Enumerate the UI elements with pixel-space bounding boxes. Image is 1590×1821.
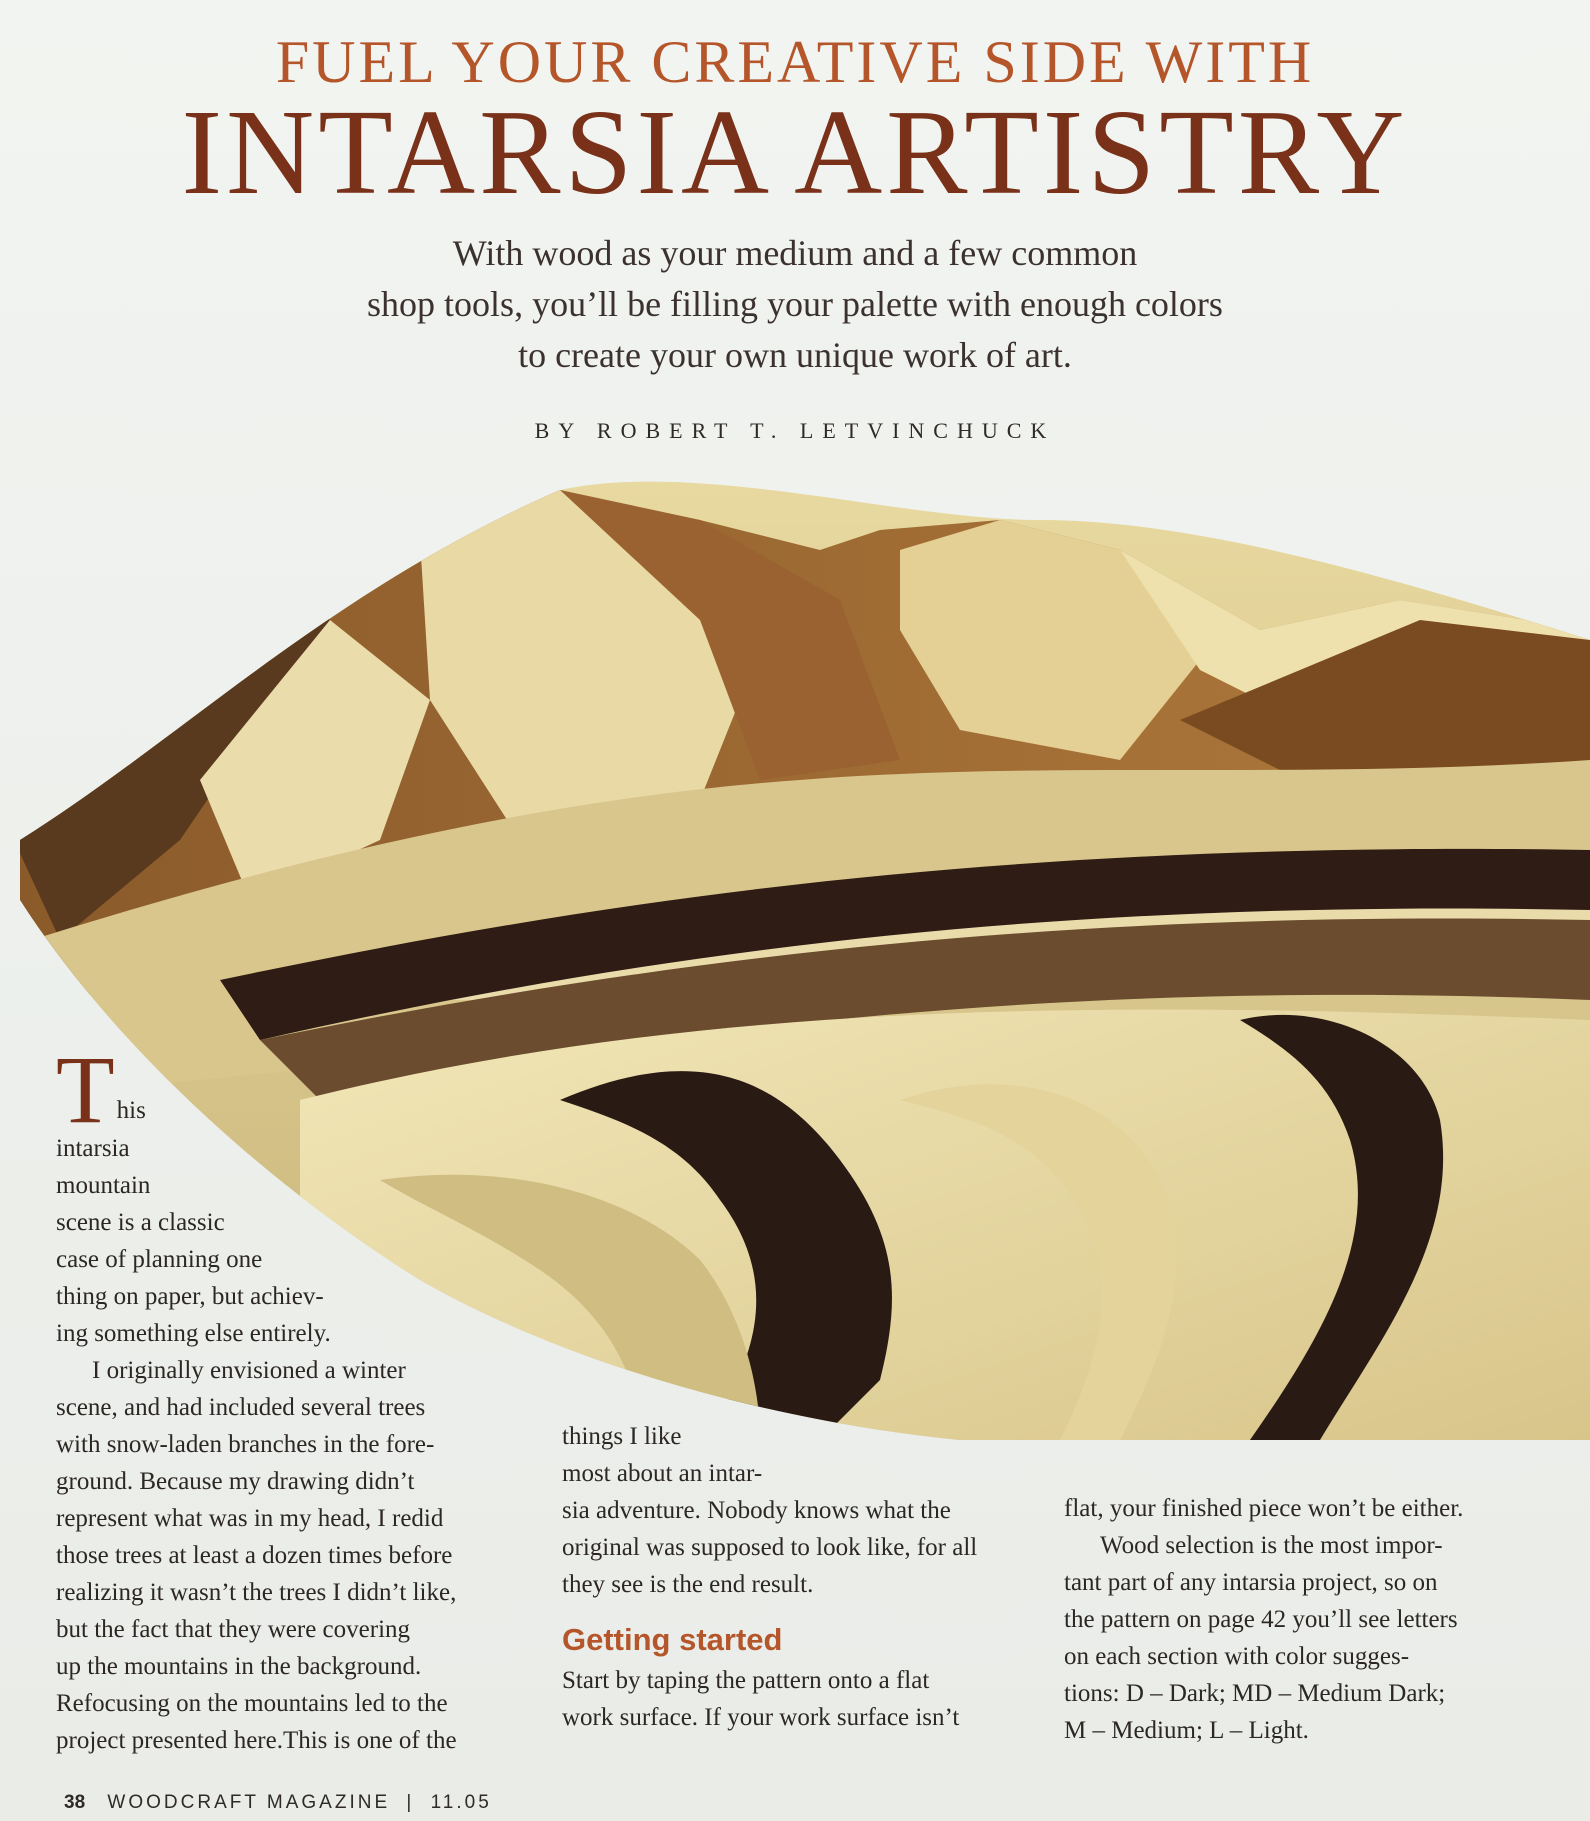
body-paragraph <box>56 1352 536 1759</box>
footer-separator: | <box>406 1792 415 1813</box>
text-line: sia adventure. Nobody knows what the <box>562 1497 951 1524</box>
deck-line: to create your own unique work of art. <box>518 335 1072 375</box>
byline: BY ROBERT T. LETVINCHUCK <box>534 418 1056 443</box>
section-heading: Getting started <box>562 1622 783 1657</box>
text-line: work surface. If your work surface isn’t <box>562 1704 960 1731</box>
page-number: 38 <box>64 1792 86 1813</box>
text-line: scene, and had included several trees <box>56 1394 426 1421</box>
text-line: represent what was in my head, I redid <box>56 1505 444 1532</box>
text-line: flat, your finished piece won’t be either. <box>1064 1495 1464 1522</box>
text-line: his <box>116 1097 146 1124</box>
text-line: but the fact that they were covering <box>56 1616 411 1643</box>
text-line: realizing it wasn’t the trees I didn’t like, <box>56 1579 457 1606</box>
text-line: scene is a classic <box>56 1209 225 1236</box>
text-line: they see is the end result. <box>562 1571 814 1598</box>
text-line: intarsia <box>56 1135 130 1162</box>
text-line: up the mountains in the background. <box>56 1653 422 1680</box>
text-line: Refocusing on the mountains led to the <box>56 1690 448 1717</box>
text-line: most about an intar- <box>562 1460 763 1487</box>
deck-line: With wood as your medium and a few common <box>452 233 1138 273</box>
headline-title: INTARSIA ARTISTRY <box>181 85 1409 220</box>
text-line: I originally envisioned a winter <box>92 1357 406 1384</box>
column-2 <box>562 1418 1052 1736</box>
publication-name: WOODCRAFT MAGAZINE <box>107 1792 391 1813</box>
column-3 <box>1064 1490 1564 1749</box>
body-paragraph <box>562 1418 1052 1603</box>
text-line: ing something else entirely. <box>56 1320 331 1347</box>
text-line: things I like <box>562 1423 682 1450</box>
text-line: mountain <box>56 1172 151 1199</box>
page-footer <box>64 1792 492 1814</box>
text-line: the pattern on page 42 you’ll see letters <box>1064 1606 1458 1633</box>
text-line: original was supposed to look like, for all <box>562 1534 978 1561</box>
text-line: on each section with color sugges- <box>1064 1643 1410 1670</box>
text-line: M – Medium; L – Light. <box>1064 1717 1309 1744</box>
dropcap: T <box>56 1036 115 1143</box>
deck-line: shop tools, you’ll be filling your palette with enough colors <box>367 284 1223 324</box>
text-line: those trees at least a dozen times before <box>56 1542 453 1569</box>
intro-paragraph <box>56 1036 536 1352</box>
deck-text <box>245 228 1345 381</box>
headline-kicker: FUEL YOUR CREATIVE SIDE WITH <box>275 29 1315 95</box>
text-line: tant part of any intarsia project, so on <box>1064 1569 1438 1596</box>
text-line: Start by taping the pattern onto a flat <box>562 1667 930 1694</box>
body-paragraph <box>562 1662 1052 1736</box>
text-line: Wood selection is the most impor- <box>1100 1532 1443 1559</box>
text-line: tions: D – Dark; MD – Medium Dark; <box>1064 1680 1446 1707</box>
text-line: with snow-laden branches in the fore- <box>56 1431 435 1458</box>
body-paragraph <box>1064 1527 1564 1749</box>
text-line: thing on paper, but achiev- <box>56 1283 324 1310</box>
text-line: ground. Because my drawing didn’t <box>56 1468 415 1495</box>
issue-date: 11.05 <box>430 1792 492 1813</box>
text-line: project presented here.This is one of the <box>56 1727 457 1754</box>
text-line: case of planning one <box>56 1246 263 1273</box>
column-1 <box>56 1036 536 1759</box>
body-paragraph <box>1064 1490 1564 1527</box>
